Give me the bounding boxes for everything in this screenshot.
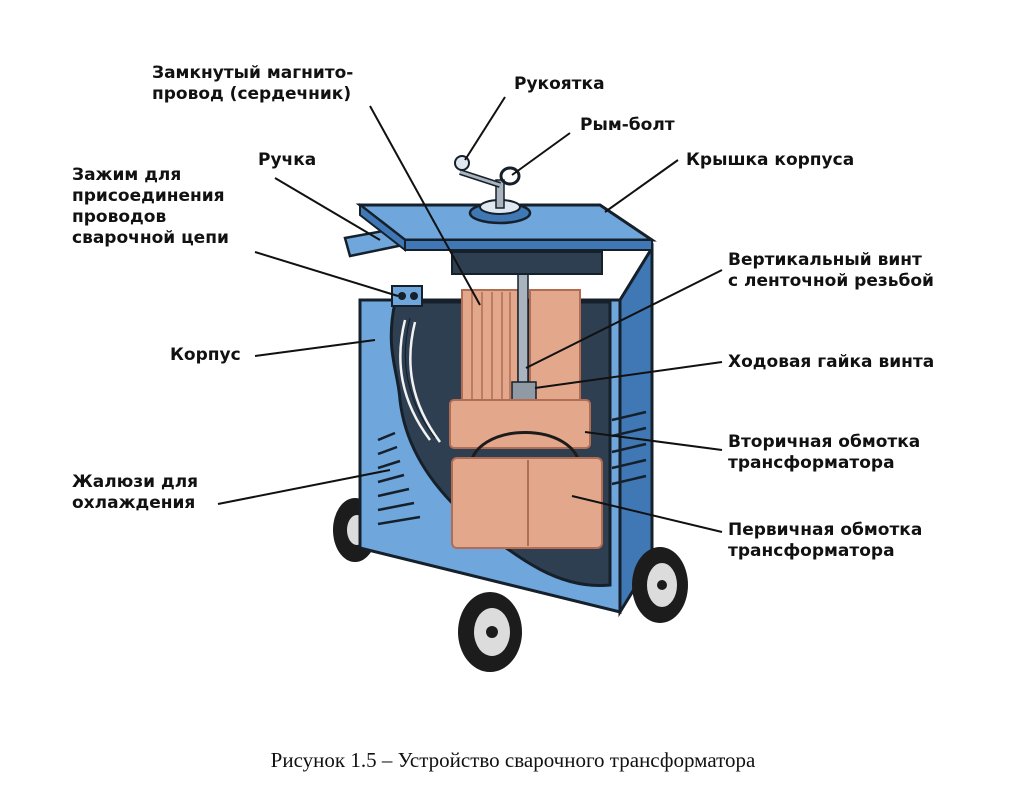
label-primary-winding: Первичная обмотка трансформатора	[728, 520, 923, 561]
label-housing: Корпус	[170, 345, 241, 365]
label-secondary-winding: Вторичная обмотка трансформатора	[728, 432, 921, 473]
figure-caption: Рисунок 1.5 – Устройство сварочного трансформатора	[270, 748, 756, 772]
front-right-wheel	[632, 547, 688, 623]
label-magnetic-core: Замкнутый магнито- провод (сердечник)	[152, 63, 354, 104]
label-crank: Рукоятка	[514, 74, 605, 94]
callout-housing	[255, 340, 375, 356]
primary-winding	[452, 458, 602, 548]
label-lead-nut: Ходовая гайка винта	[728, 352, 935, 372]
callout-crank	[465, 97, 505, 160]
label-vertical-screw: Вертикальный винт с ленточной резьбой	[728, 250, 934, 291]
callout-eye-bolt	[512, 133, 570, 175]
label-handle: Ручка	[258, 150, 317, 170]
label-eye-bolt: Рым-болт	[580, 115, 675, 135]
label-housing-cover: Крышка корпуса	[686, 150, 855, 170]
lead-nut	[512, 382, 536, 400]
front-left-wheel	[458, 592, 522, 672]
label-clamp: Зажим для присоединения проводов сварочной цепи	[72, 165, 229, 248]
callout-clamp	[255, 252, 398, 296]
label-cooling-louvers: Жалюзи для охлаждения	[72, 472, 199, 513]
callout-cover	[605, 160, 678, 212]
